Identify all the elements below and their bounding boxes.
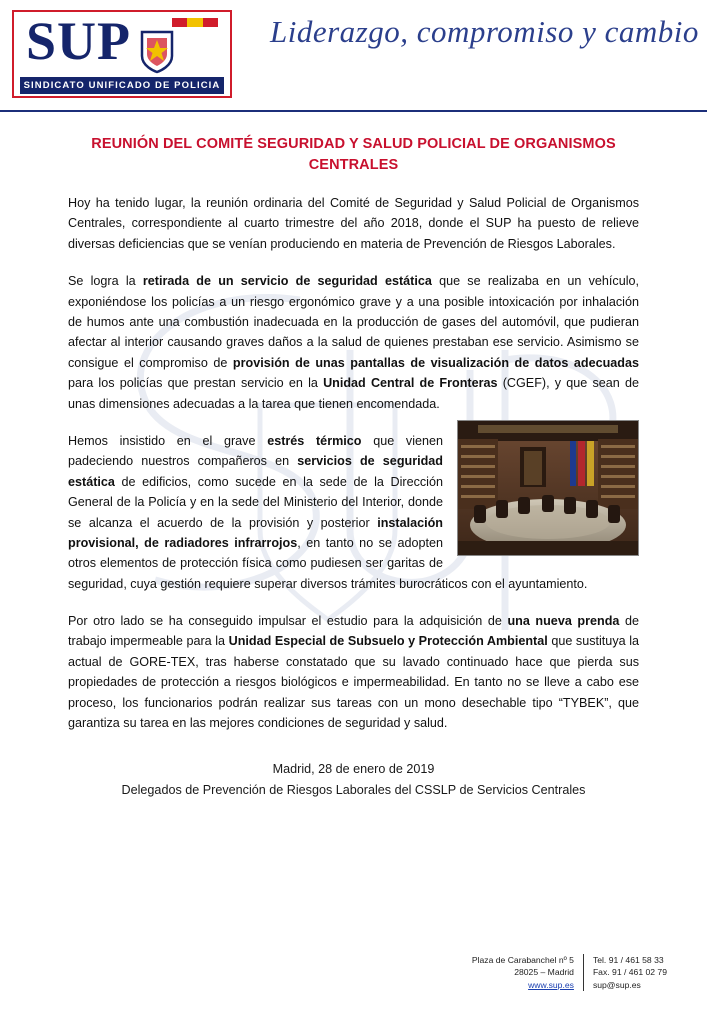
logo-subtitle: SINDICATO UNIFICADO DE POLICIA [20,77,224,94]
footer-address-line1: Plaza de Carabanchel nº 5 [471,954,574,965]
flag-stripes-icon [172,18,218,27]
footer-fax: Fax. 91 / 461 02 79 [592,967,667,978]
page-footer [0,954,707,991]
logo-wordmark: SUP [26,11,132,71]
page-header [0,0,707,112]
header-slogan: Liderazgo, compromiso y cambio [270,14,699,49]
header-divider [0,110,707,112]
paragraph-4: Por otro lado se ha conseguido impulsar el estudio para la adquisición de una nueva prenda de trabajo impermeable para la Unidad Especial de Subsuelo y Protección Ambiental que sustituya la actual de GORE-TEX, tras haberse constatado que su lavado continuado hace que pierda sus propiedades de protección a riesgos biológicos e impermeabilidad. En tanto no se lleve a cabo ese proceso, los funcionarios podrán realizar sus tareas con un mono desechable tipo “TYBEK”, que garantiza su tarea en las mejores condiciones de seguridad y salud. [68,614,639,731]
signoff-authors: Delegados de Prevención de Riesgos Laborales del CSSLP de Servicios Centrales [121,782,586,797]
meeting-room-photo [457,420,639,556]
paragraph-2: Se logra la retirada de un servicio de seguridad estática que se realizaba en un vehículo, exponiéndose los policías a un riesgo ergonómico grave y a una posible intoxicación por inhalación de humos ante una combustión inadecuada en la producción de gases del automóvil, que pudieran afectar al interior causando graves daños a la salud de quienes prestaban ese servicio. Asimismo se consigue el compromiso de provisión de unas pantallas de visualización de datos adecuadas para los policías que prestan servicio en la Unidad Central de Fronteras (CGEF), y que sean de unas dimensiones adecuadas a la tarea que tienen encomendada. [68,274,640,411]
footer-email[interactable]: sup@sup.es [592,979,641,990]
paragraph-3: Hemos insistido en el grave estrés térmico que vienen padeciendo nuestros compañeros en servicios de seguridad estática de edificios, como sucede en la sede de la Dirección General de la Policía y en la sede del Ministerio del Interior, donde se alcanza el acuerdo de la provisión y posterior instalación provisional, de radiadores infrarrojos, en tanto no se adopten otros elementos de protección física como pudiesen ser garitas de seguridad, cuya gestión requiere superar diversos trámites burocráticos con el ayuntamiento. [68,433,588,591]
paragraph-1: Hoy ha tenido lugar, la reunión ordinaria del Comité de Seguridad y Salud Policial de Organismos Centrales, correspondiente al cuarto trimestre del año 2018, donde el SUP ha puesto de relieve diversas deficiencias que se venían produciendo en materia de Prevención de Riesgos Laborales. [68,196,639,251]
footer-phone: Tel. 91 / 461 58 33 [592,954,664,965]
signoff-block [68,759,639,799]
page-title: REUNIÓN DEL COMITÉ SEGURIDAD Y SALUD POLICIAL DE ORGANISMOS CENTRALES [91,136,616,174]
signoff-date: Madrid, 28 de enero de 2019 [272,762,435,777]
sup-logo [12,10,234,100]
footer-address-line2: 28025 – Madrid [514,967,574,978]
footer-contact [583,954,667,991]
document-body [0,134,707,800]
footer-website-link[interactable]: www.sup.es [528,979,574,990]
footer-address [472,954,583,991]
shield-icon [140,30,174,74]
